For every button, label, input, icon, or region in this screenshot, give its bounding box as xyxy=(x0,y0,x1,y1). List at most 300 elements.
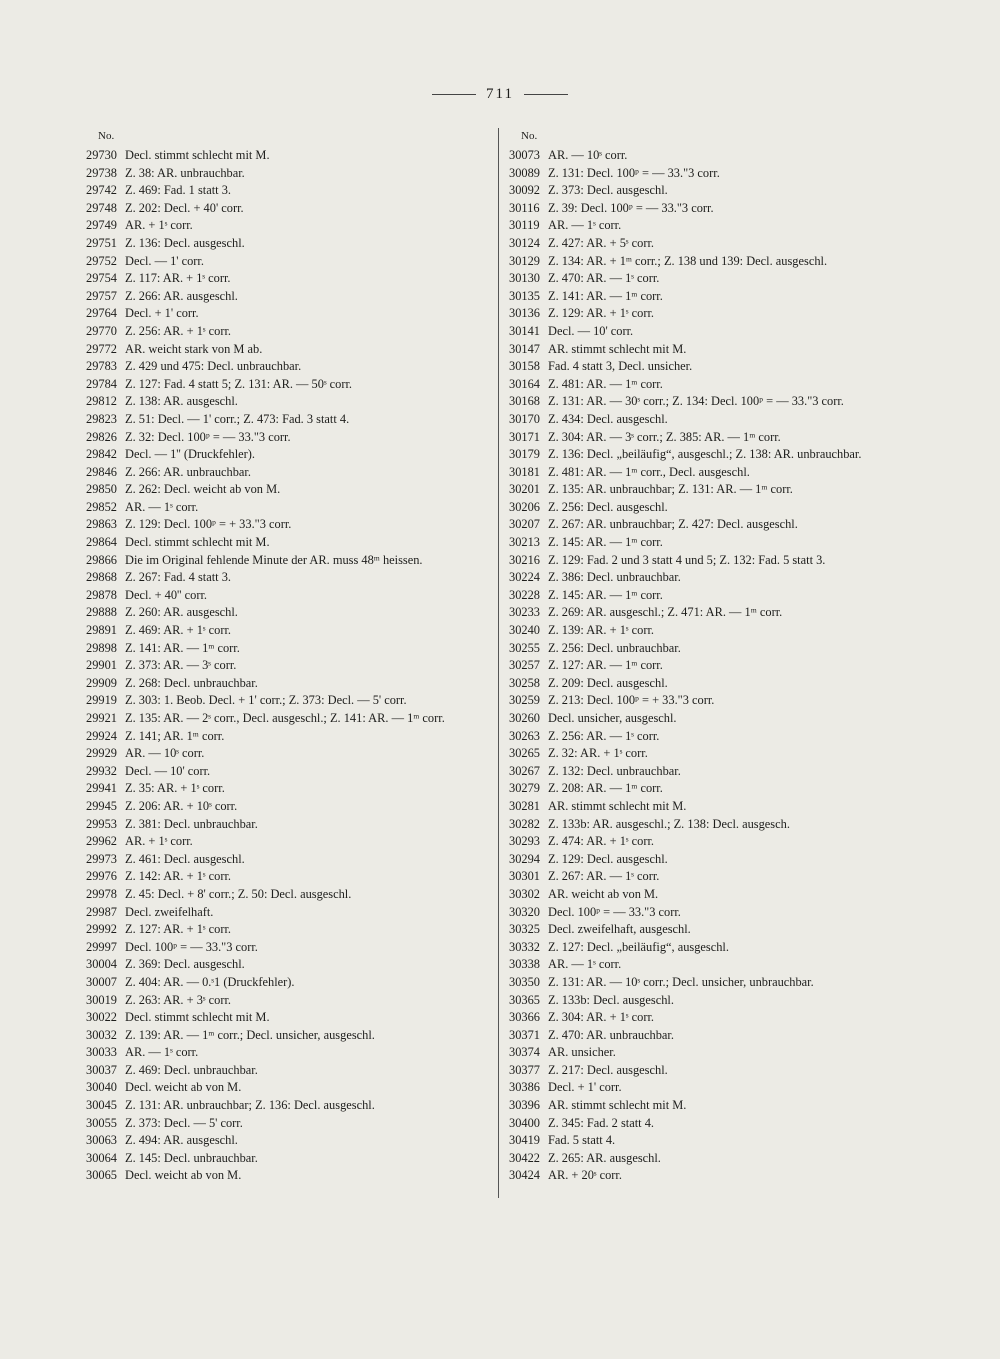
entry-number: 30257 xyxy=(509,658,540,673)
entry-number: 30302 xyxy=(509,886,540,901)
entry-text: Z. 131: AR. — 30ˢ corr.; Z. 134: Decl. 100ᵖ = — 33."3 corr. xyxy=(548,394,844,409)
entry-row xyxy=(86,429,491,447)
entry-row xyxy=(509,464,929,482)
entry-row xyxy=(86,816,491,834)
entry-number: 30338 xyxy=(509,957,540,972)
entry-number: 30213 xyxy=(509,535,540,550)
entry-row xyxy=(509,411,929,429)
entry-text: Z. 260: AR. ausgeschl. xyxy=(125,605,238,620)
entry-row xyxy=(86,235,491,253)
entry-text: Decl. stimmt schlecht mit M. xyxy=(125,148,270,162)
entry-row xyxy=(86,851,491,869)
entry-number: 29888 xyxy=(86,605,117,620)
entry-number: 29730 xyxy=(86,148,117,162)
entry-number: 29929 xyxy=(86,746,117,761)
entry-number: 29864 xyxy=(86,535,117,550)
entry-number: 29909 xyxy=(86,675,117,690)
entry-row xyxy=(509,640,929,658)
entry-number: 29997 xyxy=(86,939,117,954)
entry-row xyxy=(509,305,929,323)
entry-number: 29742 xyxy=(86,183,117,198)
entry-number: 30179 xyxy=(509,447,540,462)
entry-text: Z. 434: Decl. ausgeschl. xyxy=(548,411,668,426)
entry-number: 29850 xyxy=(86,482,117,497)
entry-number: 30258 xyxy=(509,675,540,690)
entry-row xyxy=(509,1009,929,1027)
entry-row xyxy=(509,886,929,904)
entry-number: 30092 xyxy=(509,183,540,198)
entry-row xyxy=(509,851,929,869)
entry-text: Z. 141: AR. — 1ᵐ corr. xyxy=(125,640,240,655)
entry-number: 29749 xyxy=(86,218,117,233)
entry-text: Z. 208: AR. — 1ᵐ corr. xyxy=(548,781,663,796)
entry-row xyxy=(509,728,929,746)
entry-text: Z. 132: Decl. unbrauchbar. xyxy=(548,763,681,778)
entry-text: Z. 369: Decl. ausgeschl. xyxy=(125,957,245,972)
entry-row xyxy=(509,200,929,218)
entry-number: 30181 xyxy=(509,464,540,479)
entry-row xyxy=(509,833,929,851)
entry-text: Z. 481: AR. — 1ᵐ corr. xyxy=(548,376,663,391)
right-column-heading: No. xyxy=(521,130,538,142)
entry-text: Z. 213: Decl. 100ᵖ = + 33."3 corr. xyxy=(548,693,715,708)
entry-text: Z. 136: Decl. ausgeschl. xyxy=(125,235,245,250)
entry-text: Z. 127: AR. — 1ᵐ corr. xyxy=(548,658,663,673)
entry-text: AR. — 1ˢ corr. xyxy=(548,218,622,233)
entry-text: AR. + 1ˢ corr. xyxy=(125,834,193,849)
entry-text: Z. 386: Decl. unbrauchbar. xyxy=(548,570,681,585)
entry-text: Z. 45: Decl. + 8' corr.; Z. 50: Decl. ausgeschl. xyxy=(125,886,352,901)
entry-row xyxy=(509,499,929,517)
entry-number: 30279 xyxy=(509,781,540,796)
entry-text: AR. + 20ˢ corr. xyxy=(548,1168,622,1183)
entry-number: 30158 xyxy=(509,359,540,374)
entry-text: Z. 427: AR. + 5ˢ corr. xyxy=(548,235,654,250)
entry-number: 30073 xyxy=(509,148,540,162)
entry-text: AR. unsicher. xyxy=(548,1045,616,1060)
entry-text: Decl. stimmt schlecht mit M. xyxy=(125,1010,270,1025)
entry-row xyxy=(86,780,491,798)
left-column-heading: No. xyxy=(98,130,115,142)
entry-text: AR. + 1ˢ corr. xyxy=(125,218,193,233)
entry-text: AR. stimmt schlecht mit M. xyxy=(548,798,687,813)
entry-number: 30037 xyxy=(86,1062,117,1077)
entry-row xyxy=(86,534,491,552)
entry-number: 30207 xyxy=(509,517,540,532)
entry-text: Fad. 5 statt 4. xyxy=(548,1133,616,1148)
entry-row xyxy=(509,446,929,464)
entry-row xyxy=(509,921,929,939)
entry-row xyxy=(86,657,491,675)
entry-number: 29976 xyxy=(86,869,117,884)
entry-row xyxy=(86,1079,491,1097)
entry-row xyxy=(86,956,491,974)
entry-text: Z. 202: Decl. + 40' corr. xyxy=(125,200,244,215)
entry-row xyxy=(86,622,491,640)
entry-row xyxy=(86,833,491,851)
entry-text: Z. 131: AR. unbrauchbar; Z. 136: Decl. ausgeschl. xyxy=(125,1098,375,1113)
entry-row xyxy=(86,728,491,746)
entry-text: Z. 469: Decl. unbrauchbar. xyxy=(125,1062,258,1077)
entry-row xyxy=(509,657,929,675)
left-entry-list xyxy=(86,147,491,1185)
entry-number: 30032 xyxy=(86,1027,117,1042)
entry-text: Z. 131: AR. — 10ˢ corr.; Decl. unsicher, unbrauchbar. xyxy=(548,974,814,989)
entry-number: 30422 xyxy=(509,1150,540,1165)
entry-text: Z. 404: AR. — 0.ˢ1 (Druckfehler). xyxy=(125,974,295,989)
entry-number: 29754 xyxy=(86,271,117,286)
entry-number: 30033 xyxy=(86,1045,117,1060)
entry-number: 30228 xyxy=(509,587,540,602)
entry-number: 29738 xyxy=(86,165,117,180)
entry-row xyxy=(86,1150,491,1168)
entry-text: Z. 129: AR. + 1ˢ corr. xyxy=(548,306,654,321)
entry-text: Z. 135: AR. unbrauchbar; Z. 131: AR. — 1ᵐ corr. xyxy=(548,482,793,497)
entry-number: 30201 xyxy=(509,482,540,497)
entry-row xyxy=(509,147,929,165)
entry-text: Z. 267: AR. — 1ˢ corr. xyxy=(548,869,660,884)
entry-row xyxy=(86,147,491,165)
entry-number: 30325 xyxy=(509,922,540,937)
entry-text: Z. 129: Decl. ausgeschl. xyxy=(548,851,668,866)
entry-number: 30170 xyxy=(509,411,540,426)
entry-text: Z. 494: AR. ausgeschl. xyxy=(125,1133,238,1148)
entry-text: AR. — 10ˢ corr. xyxy=(548,148,628,162)
entry-text: Z. 139: AR. + 1ˢ corr. xyxy=(548,623,654,638)
entry-row xyxy=(509,763,929,781)
entry-row xyxy=(509,1044,929,1062)
entry-text: Decl. + 1' corr. xyxy=(125,306,199,321)
entry-row xyxy=(86,763,491,781)
entry-row xyxy=(509,1062,929,1080)
entry-number: 30124 xyxy=(509,235,540,250)
left-column xyxy=(86,130,491,1185)
entry-number: 30130 xyxy=(509,271,540,286)
entry-number: 30004 xyxy=(86,957,117,972)
entry-number: 29826 xyxy=(86,429,117,444)
entry-text: Z. 263: AR. + 3ˢ corr. xyxy=(125,992,231,1007)
entry-row xyxy=(86,569,491,587)
entry-row xyxy=(86,745,491,763)
entry-number: 29919 xyxy=(86,693,117,708)
entry-row xyxy=(86,217,491,235)
page-number: 711 xyxy=(486,86,514,102)
entry-number: 29757 xyxy=(86,288,117,303)
entry-text: Z. 217: Decl. ausgeschl. xyxy=(548,1062,668,1077)
entry-text: Z. 127: AR. + 1ˢ corr. xyxy=(125,922,231,937)
entry-number: 30400 xyxy=(509,1115,540,1130)
entry-row xyxy=(509,710,929,728)
entry-number: 29846 xyxy=(86,464,117,479)
entry-row xyxy=(86,393,491,411)
entry-text: Z. 481: AR. — 1ᵐ corr., Decl. ausgeschl. xyxy=(548,464,750,479)
entry-text: Z. 373: AR. — 3ˢ corr. xyxy=(125,658,237,673)
entry-number: 29941 xyxy=(86,781,117,796)
entry-text: Decl. + 40'' corr. xyxy=(125,587,207,602)
entry-text: Z. 256: AR. — 1ˢ corr. xyxy=(548,728,660,743)
entry-row xyxy=(86,675,491,693)
entry-text: Z. 429 und 475: Decl. unbrauchbar. xyxy=(125,359,302,374)
entry-row xyxy=(509,288,929,306)
entry-row xyxy=(86,886,491,904)
entry-text: Decl. zweifelhaft. xyxy=(125,904,214,919)
entry-number: 29878 xyxy=(86,587,117,602)
entry-number: 30206 xyxy=(509,499,540,514)
entry-number: 30293 xyxy=(509,834,540,849)
entry-text: AR. — 1ˢ corr. xyxy=(548,957,622,972)
entry-row xyxy=(86,587,491,605)
entry-number: 29863 xyxy=(86,517,117,532)
entry-text: Z. 461: Decl. ausgeschl. xyxy=(125,851,245,866)
entry-text: Decl. — 1'' (Druckfehler). xyxy=(125,447,256,462)
entry-row xyxy=(86,270,491,288)
entry-row xyxy=(86,904,491,922)
entry-text: Z. 209: Decl. ausgeschl. xyxy=(548,675,668,690)
entry-number: 30424 xyxy=(509,1168,540,1183)
entry-text: Z. 474: AR. + 1ˢ corr. xyxy=(548,834,654,849)
entry-number: 30141 xyxy=(509,323,540,338)
entry-row xyxy=(509,253,929,271)
entry-text: Z. 469: Fad. 1 statt 3. xyxy=(125,183,232,198)
entry-number: 29898 xyxy=(86,640,117,655)
entry-number: 30224 xyxy=(509,570,540,585)
entry-number: 30365 xyxy=(509,992,540,1007)
entry-row xyxy=(86,481,491,499)
entry-number: 29924 xyxy=(86,728,117,743)
entry-row xyxy=(86,323,491,341)
entry-row xyxy=(509,798,929,816)
entry-text: Z. 470: AR. unbrauchbar. xyxy=(548,1027,674,1042)
entry-text: Z. 129: Fad. 2 und 3 statt 4 und 5; Z. 132: Fad. 5 statt 3. xyxy=(548,552,826,567)
entry-text: AR. stimmt schlecht mit M. xyxy=(548,1098,687,1113)
entry-text: Decl. weicht ab von M. xyxy=(125,1080,242,1095)
entry-row xyxy=(86,305,491,323)
entry-row xyxy=(509,217,929,235)
entry-number: 29748 xyxy=(86,200,117,215)
entry-number: 29770 xyxy=(86,323,117,338)
header-rule-left xyxy=(432,94,476,95)
entry-text: Decl. — 10' corr. xyxy=(125,763,211,778)
entry-row xyxy=(509,904,929,922)
entry-row xyxy=(86,1009,491,1027)
entry-row xyxy=(509,1150,929,1168)
entry-row xyxy=(509,235,929,253)
entry-row xyxy=(86,1044,491,1062)
entry-text: Z. 133b: Decl. ausgeschl. xyxy=(548,992,674,1007)
entry-row xyxy=(86,165,491,183)
entry-text: Z. 117: AR. + 1ˢ corr. xyxy=(125,271,231,286)
entry-row xyxy=(509,992,929,1010)
entry-text: Decl. zweifelhaft, ausgeschl. xyxy=(548,922,691,937)
entry-number: 30065 xyxy=(86,1168,117,1183)
entry-text: Z. 267: Fad. 4 statt 3. xyxy=(125,570,232,585)
entry-row xyxy=(509,622,929,640)
entry-number: 30259 xyxy=(509,693,540,708)
entry-text: AR. — 1ˢ corr. xyxy=(125,1045,199,1060)
entry-row xyxy=(86,1167,491,1185)
entry-number: 29891 xyxy=(86,623,117,638)
entry-number: 30396 xyxy=(509,1098,540,1113)
entry-text: Z. 303: 1. Beob. Decl. + 1' corr.; Z. 373: Decl. — 5' corr. xyxy=(125,693,407,708)
entry-number: 30294 xyxy=(509,851,540,866)
entry-text: Z. 373: Decl. — 5' corr. xyxy=(125,1115,243,1130)
header-rule-right xyxy=(524,94,568,95)
entry-row xyxy=(509,692,929,710)
entry-number: 30374 xyxy=(509,1045,540,1060)
entry-text: Z. 469: AR. + 1ˢ corr. xyxy=(125,623,231,638)
entry-number: 30419 xyxy=(509,1133,540,1148)
entry-row xyxy=(86,446,491,464)
entry-text: Z. 381: Decl. unbrauchbar. xyxy=(125,816,258,831)
entry-text: Z. 267: AR. unbrauchbar; Z. 427: Decl. ausgeschl. xyxy=(548,517,798,532)
entry-number: 30282 xyxy=(509,816,540,831)
entry-text: Z. 269: AR. ausgeschl.; Z. 471: AR. — 1ᵐ corr. xyxy=(548,605,783,620)
entry-number: 30022 xyxy=(86,1010,117,1025)
entry-row xyxy=(509,569,929,587)
entry-text: Z. 51: Decl. — 1' corr.; Z. 473: Fad. 3 statt 4. xyxy=(125,411,350,426)
entry-row xyxy=(509,1079,929,1097)
entry-text: Decl. + 1' corr. xyxy=(548,1080,622,1095)
entry-number: 29973 xyxy=(86,851,117,866)
entry-text: Z. 142: AR. + 1ˢ corr. xyxy=(125,869,231,884)
entry-number: 30371 xyxy=(509,1027,540,1042)
entry-row xyxy=(86,341,491,359)
entry-number: 29784 xyxy=(86,376,117,391)
entry-text: Z. 133b: AR. ausgeschl.; Z. 138: Decl. ausgesch. xyxy=(548,816,790,831)
entry-row xyxy=(86,288,491,306)
entry-row xyxy=(509,429,929,447)
entry-number: 30136 xyxy=(509,306,540,321)
entry-number: 30064 xyxy=(86,1150,117,1165)
entry-text: Z. 136: Decl. „beiläufig“, ausgeschl.; Z. 138: AR. unbrauchbar. xyxy=(548,447,862,462)
entry-number: 29962 xyxy=(86,834,117,849)
entry-number: 29842 xyxy=(86,447,117,462)
entry-number: 30216 xyxy=(509,552,540,567)
entry-row xyxy=(509,165,929,183)
entry-row xyxy=(86,640,491,658)
entry-row xyxy=(86,604,491,622)
entry-number: 30116 xyxy=(509,200,540,215)
entry-text: Z. 262: Decl. weicht ab von M. xyxy=(125,482,281,497)
entry-row xyxy=(509,868,929,886)
entry-number: 29783 xyxy=(86,359,117,374)
entry-row xyxy=(509,780,929,798)
entry-text: Z. 32: Decl. 100ᵖ = — 33."3 corr. xyxy=(125,429,291,444)
entry-number: 30164 xyxy=(509,376,540,391)
entry-row xyxy=(509,816,929,834)
page-header xyxy=(0,86,1000,103)
entry-number: 30255 xyxy=(509,640,540,655)
entry-text: Z. 139: AR. — 1ᵐ corr.; Decl. unsicher, ausgeschl. xyxy=(125,1027,375,1042)
entry-number: 30320 xyxy=(509,904,540,919)
entry-row xyxy=(86,253,491,271)
entry-row xyxy=(86,921,491,939)
entry-number: 30063 xyxy=(86,1133,117,1148)
entry-text: Z. 206: AR. + 10ˢ corr. xyxy=(125,798,238,813)
entry-number: 29751 xyxy=(86,235,117,250)
entry-row xyxy=(509,1097,929,1115)
entry-number: 30129 xyxy=(509,253,540,268)
entry-text: AR. weicht stark von M ab. xyxy=(125,341,263,356)
entry-row xyxy=(86,516,491,534)
entry-text: Decl. stimmt schlecht mit M. xyxy=(125,535,270,550)
entry-row xyxy=(509,745,929,763)
entry-number: 30265 xyxy=(509,746,540,761)
entry-number: 30147 xyxy=(509,341,540,356)
entry-number: 30007 xyxy=(86,974,117,989)
entry-text: Z. 266: AR. unbrauchbar. xyxy=(125,464,251,479)
entry-text: Z. 35: AR. + 1ˢ corr. xyxy=(125,781,225,796)
entry-text: Z. 127: Fad. 4 statt 5; Z. 131: AR. — 50ˢ corr. xyxy=(125,376,353,391)
entry-row xyxy=(509,376,929,394)
entry-row xyxy=(86,182,491,200)
entry-text: AR. — 1ˢ corr. xyxy=(125,499,199,514)
entry-row xyxy=(509,516,929,534)
entry-number: 29868 xyxy=(86,570,117,585)
entry-text: Z. 266: AR. ausgeschl. xyxy=(125,288,238,303)
entry-text: Z. 129: Decl. 100ᵖ = + 33."3 corr. xyxy=(125,517,292,532)
entry-number: 29953 xyxy=(86,816,117,831)
entry-number: 29772 xyxy=(86,341,117,356)
entry-row xyxy=(86,1115,491,1133)
entry-text: Z. 470: AR. — 1ˢ corr. xyxy=(548,271,660,286)
entry-row xyxy=(509,587,929,605)
entry-text: Z. 304: AR. + 1ˢ corr. xyxy=(548,1010,654,1025)
column-divider xyxy=(498,128,499,1198)
entry-number: 30233 xyxy=(509,605,540,620)
entry-text: Z. 256: Decl. ausgeschl. xyxy=(548,499,668,514)
entry-text: Z. 141; AR. 1ᵐ corr. xyxy=(125,728,225,743)
entry-number: 30267 xyxy=(509,763,540,778)
entry-text: Decl. 100ᵖ = — 33."3 corr. xyxy=(548,904,681,919)
entry-text: Decl. unsicher, ausgeschl. xyxy=(548,711,677,725)
entry-row xyxy=(509,1167,929,1185)
entry-row xyxy=(509,675,929,693)
entry-row xyxy=(86,692,491,710)
entry-row xyxy=(509,939,929,957)
entry-number: 30045 xyxy=(86,1098,117,1113)
entry-number: 30168 xyxy=(509,394,540,409)
entry-text: Z. 131: Decl. 100ᵖ = — 33."3 corr. xyxy=(548,165,720,180)
entry-row xyxy=(509,956,929,974)
entry-text: Z. 134: AR. + 1ᵐ corr.; Z. 138 und 139: Decl. ausgeschl. xyxy=(548,253,828,268)
entry-text: Z. 141: AR. — 1ᵐ corr. xyxy=(548,288,663,303)
entry-text: Decl. weicht ab von M. xyxy=(125,1168,242,1183)
entry-number: 30301 xyxy=(509,869,540,884)
entry-row xyxy=(509,358,929,376)
entry-text: Z. 39: Decl. 100ᵖ = — 33."3 corr. xyxy=(548,200,714,215)
entry-number: 30171 xyxy=(509,429,540,444)
entry-text: Z. 145: AR. — 1ᵐ corr. xyxy=(548,535,663,550)
right-entry-list xyxy=(509,147,929,1185)
entry-number: 29992 xyxy=(86,922,117,937)
entry-row xyxy=(509,1115,929,1133)
entry-row xyxy=(509,481,929,499)
entry-number: 30377 xyxy=(509,1062,540,1077)
entry-number: 29932 xyxy=(86,763,117,778)
entry-number: 30119 xyxy=(509,218,540,233)
entry-row xyxy=(86,1132,491,1150)
entry-text: AR. stimmt schlecht mit M. xyxy=(548,341,687,356)
entry-row xyxy=(86,1062,491,1080)
entry-number: 29978 xyxy=(86,886,117,901)
entry-text: Decl. 100ᵖ = — 33."3 corr. xyxy=(125,939,258,954)
entry-text: Z. 345: Fad. 2 statt 4. xyxy=(548,1115,655,1130)
entry-row xyxy=(509,534,929,552)
entry-number: 30055 xyxy=(86,1115,117,1130)
entry-number: 30040 xyxy=(86,1080,117,1095)
entry-row xyxy=(86,992,491,1010)
